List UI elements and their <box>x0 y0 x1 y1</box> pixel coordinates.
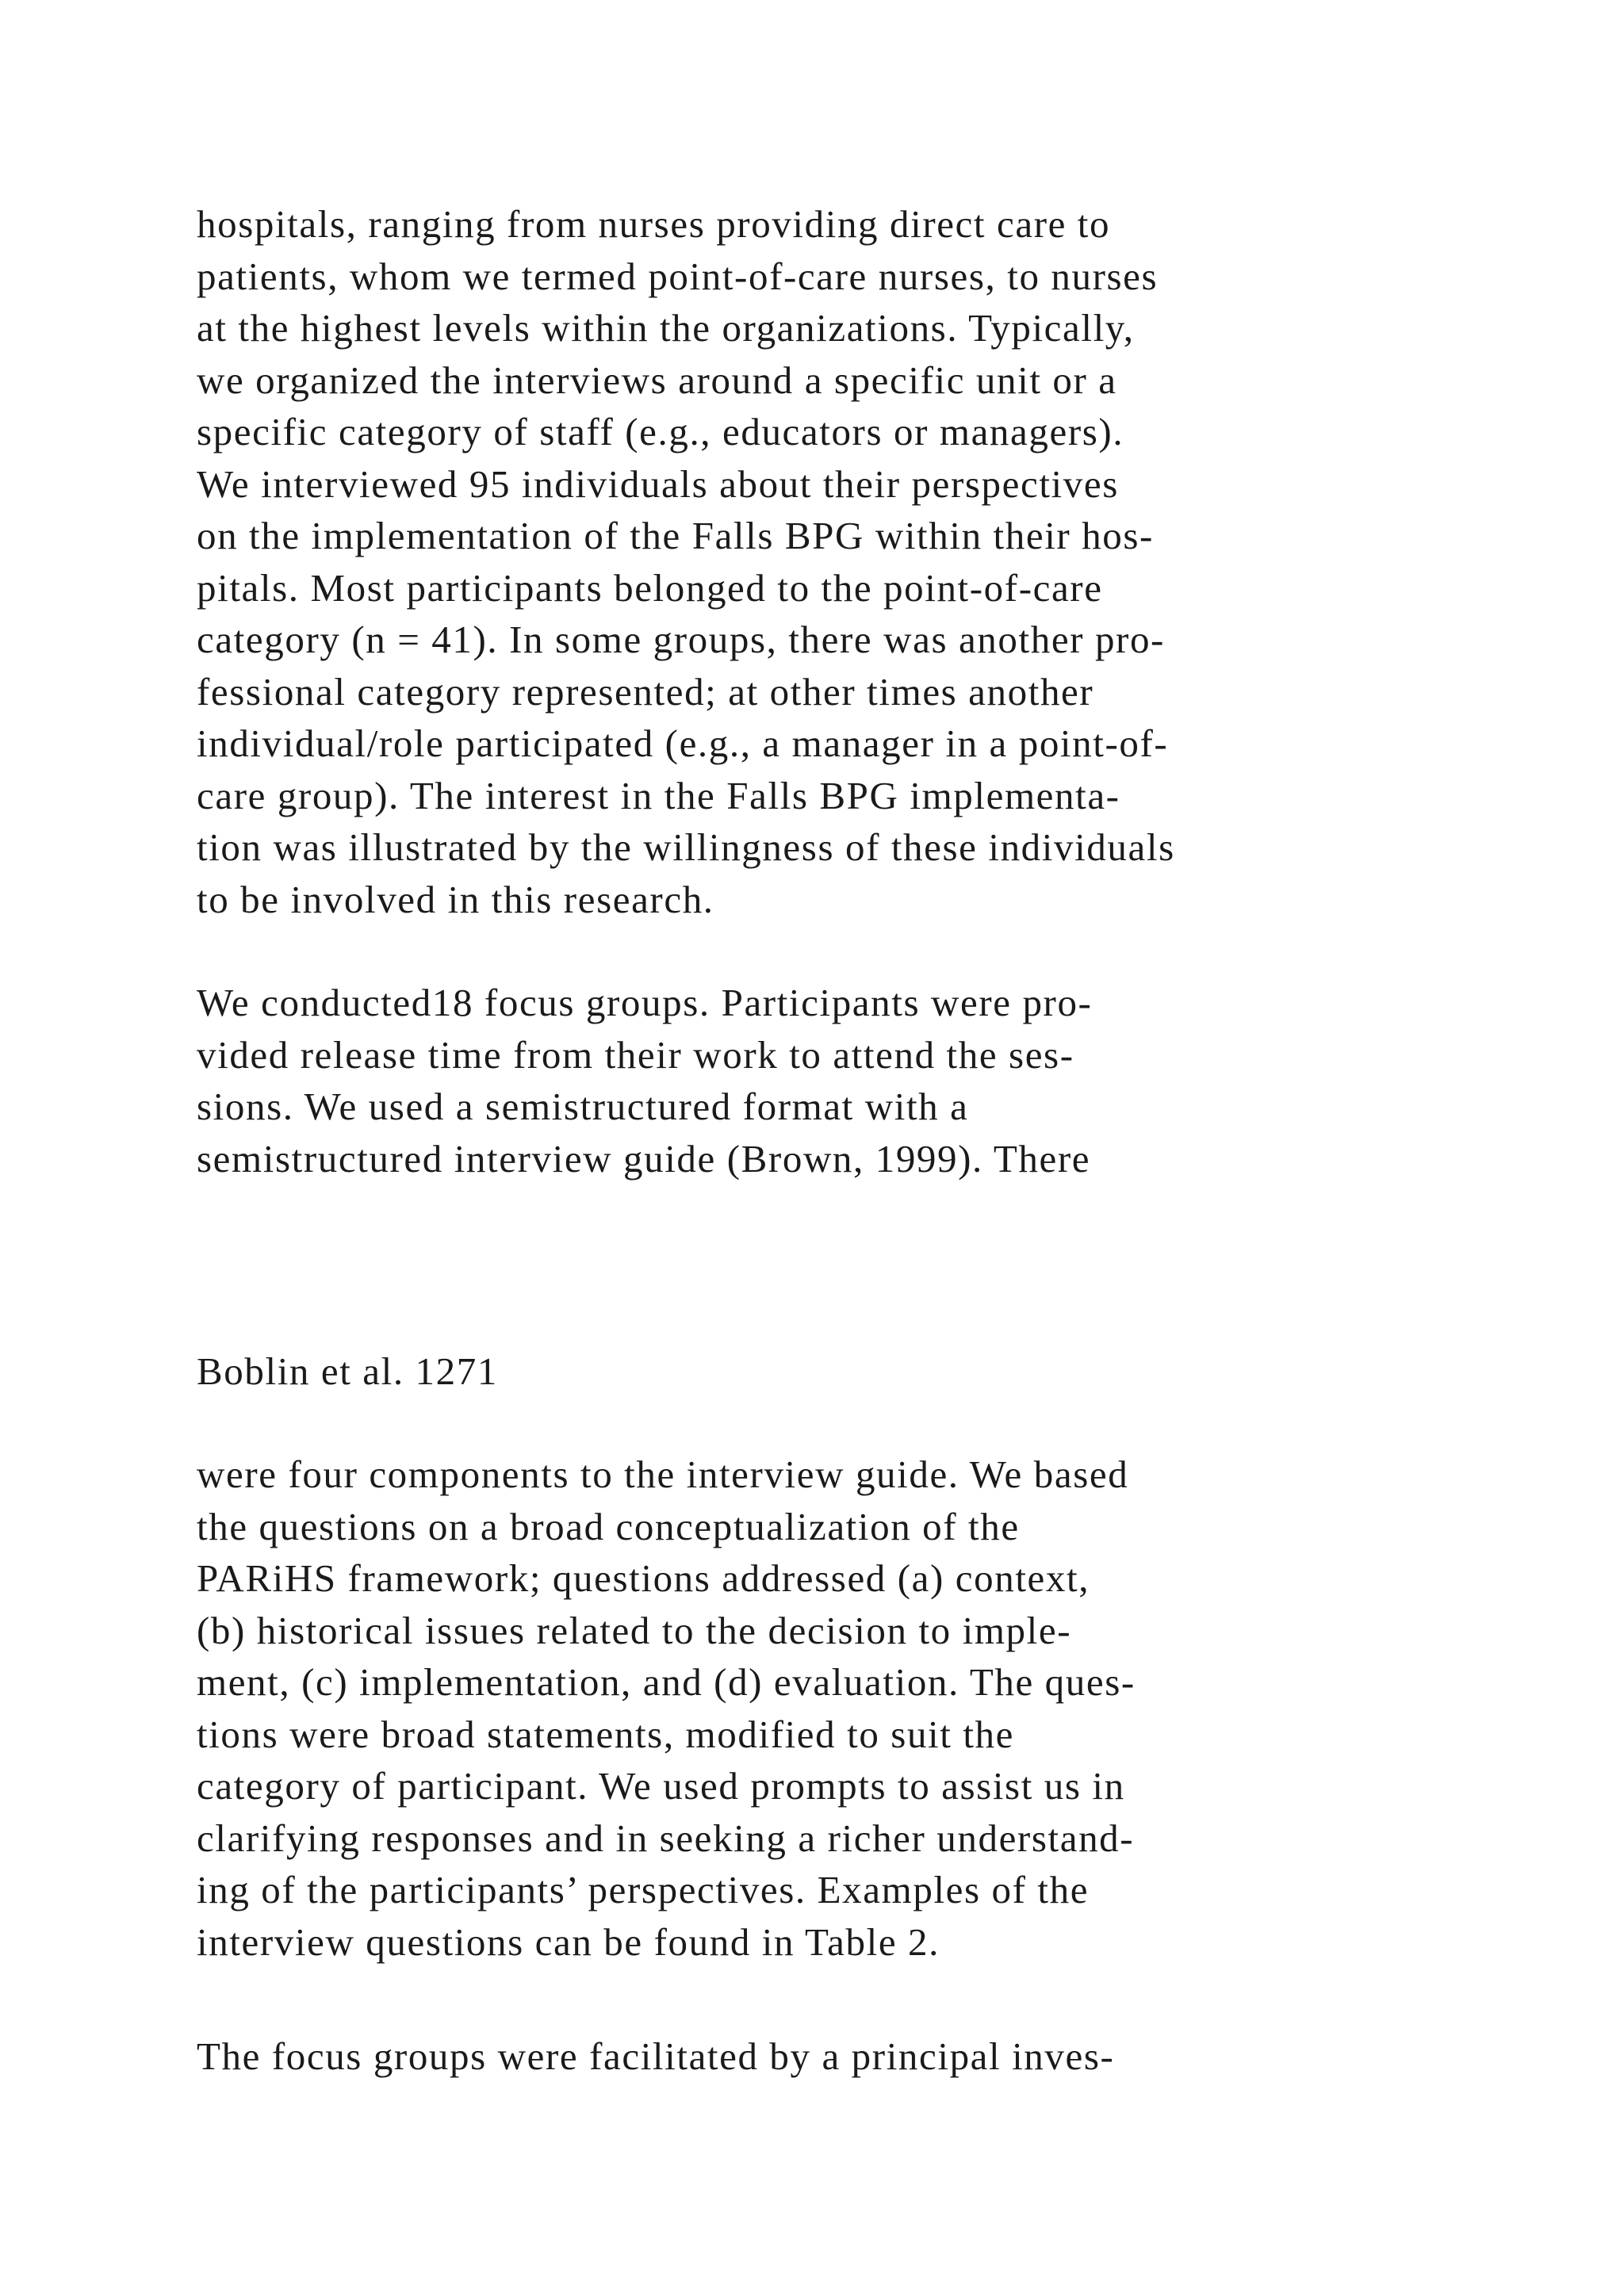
text-line: fessional category represented; at other times another <box>197 669 1094 714</box>
text-line: ment, (c) implementation, and (d) evaluation. The ques- <box>197 1660 1136 1704</box>
paragraph-participants <box>197 198 1561 925</box>
text-line: semistructured interview guide (Brown, 1999). There <box>197 1136 1091 1181</box>
paragraph-facilitation <box>197 2030 1561 2083</box>
text-line: tions were broad statements, modified to suit the <box>197 1712 1014 1756</box>
paragraph-interview-guide <box>197 1448 1561 1968</box>
text-line: hospitals, ranging from nurses providing direct care to <box>197 202 1111 246</box>
text-line: vided release time from their work to attend the ses- <box>197 1032 1074 1077</box>
text-line: (b) historical issues related to the decision to imple- <box>197 1608 1072 1652</box>
text-line: tion was illustrated by the willingness of these individuals <box>197 825 1175 869</box>
text-line: category (n = 41). In some groups, there was another pro- <box>197 618 1165 661</box>
text-line: we organized the interviews around a specific unit or a <box>197 358 1117 402</box>
text-line: The focus groups were facilitated by a principal inves- <box>197 2034 1115 2078</box>
text-line: specific category of staff (e.g., educators or managers). <box>197 410 1124 453</box>
text-line: to be involved in this research. <box>197 877 714 921</box>
text-line: at the highest levels within the organizations. Typically, <box>197 306 1135 350</box>
text-line: were four components to the interview guide. We based <box>197 1452 1129 1496</box>
text-line: ing of the participants’ perspectives. Examples of the <box>197 1868 1090 1911</box>
text-line: PARiHS framework; questions addressed (a) context, <box>197 1556 1090 1600</box>
text-line: patients, whom we termed point-of-care nurses, to nurses <box>197 254 1159 298</box>
page-citation: Boblin et al. 1271 <box>197 1349 498 1393</box>
text-line: the questions on a broad conceptualization of the <box>197 1504 1020 1548</box>
text-line: sions. We used a semistructured format with a <box>197 1085 969 1128</box>
text-line: individual/role participated (e.g., a manager in a point-of- <box>197 721 1169 765</box>
text-line: clarifying responses and in seeking a richer understand- <box>197 1816 1135 1860</box>
text-line: category of participant. We used prompts to assist us in <box>197 1764 1125 1808</box>
text-line: We interviewed 95 individuals about their perspectives <box>197 461 1119 506</box>
text-line: on the implementation of the Falls BPG within their hos- <box>197 514 1154 557</box>
text-line: interview questions can be found in Table 2. <box>197 1919 940 1964</box>
text-line: care group). The interest in the Falls BPG implementa- <box>197 773 1120 817</box>
running-footer <box>197 1345 1561 1398</box>
paragraph-focus-groups <box>197 977 1561 1184</box>
text-line: We conducted18 focus groups. Participants were pro- <box>197 981 1093 1024</box>
text-line: pitals. Most participants belonged to the point-of-care <box>197 565 1103 610</box>
